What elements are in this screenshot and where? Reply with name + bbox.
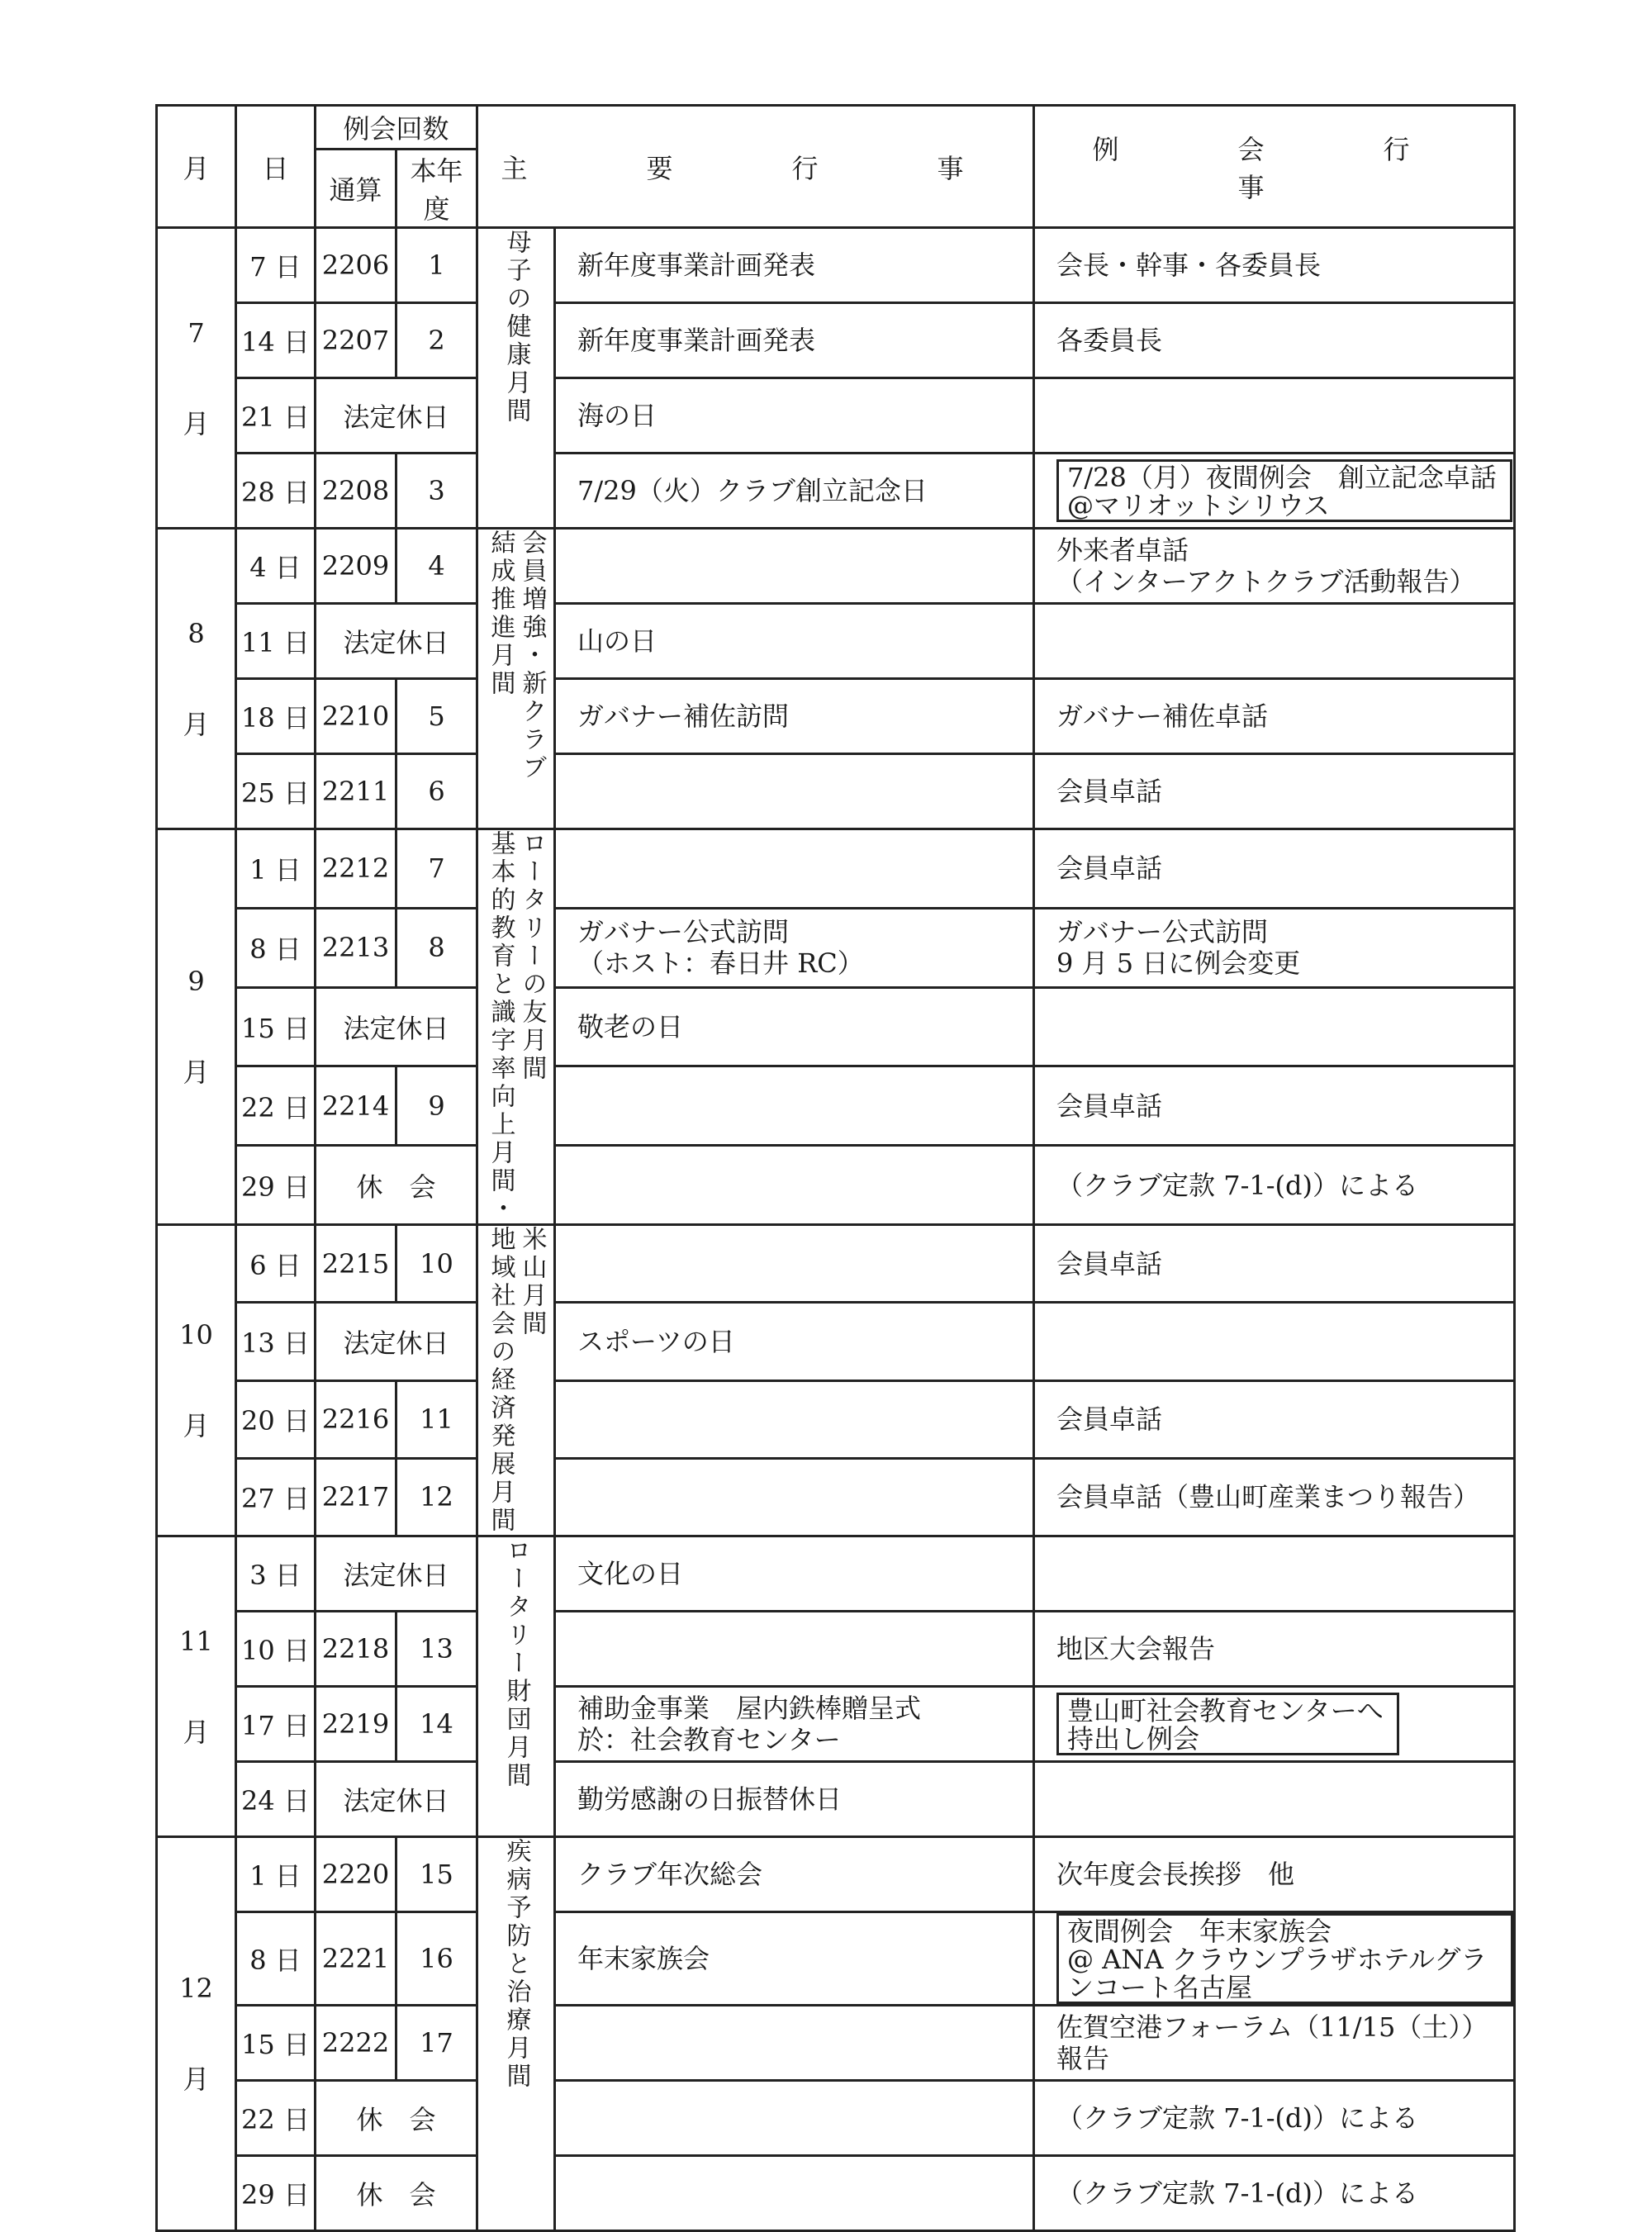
day-cell: 10 日 xyxy=(236,1612,316,1687)
theme-text: ロータリー財団月間 xyxy=(501,1537,531,1790)
table-row xyxy=(157,1912,1515,2006)
month-theme xyxy=(478,1537,553,1835)
event-line: 補助金事業 屋内鉄棒贈呈式 xyxy=(577,1693,922,1724)
meeting-event-cell xyxy=(1034,679,1515,754)
day-cell: 15 日 xyxy=(236,2006,316,2081)
event-line: 勤労感謝の日振替休日 xyxy=(577,1783,843,1815)
meeting-event-cell xyxy=(1034,987,1515,1066)
day-cell: 8 日 xyxy=(236,1912,316,2006)
month-theme-cell xyxy=(477,1837,555,2231)
table-row xyxy=(157,604,1515,679)
this-year-count: 4 xyxy=(396,529,477,604)
day-cell: 4 日 xyxy=(236,529,316,604)
month-label: 月 xyxy=(183,1410,210,1441)
cumulative-count: 2218 xyxy=(316,1612,396,1687)
header-month: 月 xyxy=(157,106,236,228)
event-line: クラブ年次総会 xyxy=(577,1859,763,1890)
boxed-note xyxy=(1056,1913,1513,2004)
day-cell: 22 日 xyxy=(236,1066,316,1146)
main-event-cell xyxy=(555,1687,1034,1762)
meeting-event-cell xyxy=(1034,1458,1515,1536)
meeting-event-cell xyxy=(1034,378,1515,454)
day-cell: 20 日 xyxy=(236,1380,316,1458)
meeting-event-cell xyxy=(1034,1066,1515,1146)
event-line: 会員卓話 xyxy=(1056,776,1163,807)
event-line: 外来者卓話 xyxy=(1056,534,1189,566)
day-cell: 13 日 xyxy=(236,1303,316,1380)
table-row xyxy=(157,1612,1515,1687)
theme-text: 会員増強・新クラブ xyxy=(517,530,547,782)
day-cell: 14 日 xyxy=(236,303,316,378)
holiday-cell: 休 会 xyxy=(316,2156,477,2231)
table-row xyxy=(157,2081,1515,2156)
day-cell: 21 日 xyxy=(236,378,316,454)
cumulative-count: 2207 xyxy=(316,303,396,378)
day-cell: 6 日 xyxy=(236,1225,316,1303)
meeting-event-cell xyxy=(1034,604,1515,679)
this-year-count: 7 xyxy=(396,829,477,909)
month-number: 8 xyxy=(188,617,205,649)
event-line: 豊山町社会教育センターへ xyxy=(1067,1695,1384,1726)
theme-text: 地域社会の経済発展月間 xyxy=(486,1226,515,1535)
meeting-event-cell xyxy=(1034,1536,1515,1612)
month-theme xyxy=(478,229,553,527)
theme-text: 疾病予防と治療月間 xyxy=(501,1838,531,2091)
main-event-cell xyxy=(555,2081,1034,2156)
event-line: 文化の日 xyxy=(577,1558,684,1589)
main-event-cell xyxy=(555,1762,1034,1837)
event-line: 会員卓話 xyxy=(1056,1403,1163,1436)
meeting-event-cell xyxy=(1034,529,1515,604)
main-event-cell xyxy=(555,1066,1034,1146)
day-cell: 22 日 xyxy=(236,2081,316,2156)
cumulative-count: 2222 xyxy=(316,2006,396,2081)
main-event-cell xyxy=(555,1612,1034,1687)
table-row xyxy=(157,987,1515,1066)
table-row xyxy=(157,378,1515,454)
main-event-cell xyxy=(555,2156,1034,2231)
cumulative-count: 2215 xyxy=(316,1225,396,1303)
main-event-cell xyxy=(555,1146,1034,1225)
event-line: 新年度事業計画発表 xyxy=(577,249,816,281)
table-row xyxy=(157,1458,1515,1536)
holiday-cell: 休 会 xyxy=(316,1146,477,1225)
event-line: 海の日 xyxy=(577,400,657,431)
table-row xyxy=(157,908,1515,987)
day-cell: 15 日 xyxy=(236,987,316,1066)
main-event-cell xyxy=(555,1380,1034,1458)
this-year-count: 1 xyxy=(396,228,477,303)
event-line: 7/29（火）クラブ創立記念日 xyxy=(577,475,928,506)
cumulative-count: 2209 xyxy=(316,529,396,604)
meeting-event-cell xyxy=(1034,2156,1515,2231)
event-line: 会員卓話 xyxy=(1056,852,1163,885)
table-row xyxy=(157,754,1515,829)
day-cell: 11 日 xyxy=(236,604,316,679)
meeting-event-cell xyxy=(1034,908,1515,987)
month-number: 9 xyxy=(188,966,205,997)
meeting-event-cell xyxy=(1034,1837,1515,1912)
month-cell xyxy=(157,1225,236,1536)
cumulative-count: 2212 xyxy=(316,829,396,909)
month-theme-cell xyxy=(477,228,555,529)
event-line: 敬老の日 xyxy=(577,1010,684,1042)
meeting-event-cell xyxy=(1034,1687,1515,1762)
meeting-event-cell xyxy=(1034,1225,1515,1303)
day-cell: 27 日 xyxy=(236,1458,316,1536)
table-row xyxy=(157,1225,1515,1303)
this-year-count: 2 xyxy=(396,303,477,378)
table-row xyxy=(157,1762,1515,1837)
event-line: 9 月 5 日に例会変更 xyxy=(1056,947,1301,980)
month-theme xyxy=(478,1226,553,1535)
month-number: 10 xyxy=(179,1319,213,1351)
day-cell: 29 日 xyxy=(236,1146,316,1225)
table-row xyxy=(157,2006,1515,2081)
header-meeting-events: 例 会 行 事 xyxy=(1034,106,1515,228)
event-line: 夜間例会 年末家族会 xyxy=(1067,1916,1332,1947)
table-row xyxy=(157,829,1515,909)
boxed-note xyxy=(1056,1693,1399,1755)
event-line: （クラブ定款 7-1-(d)）による xyxy=(1056,2102,1419,2134)
month-number: 12 xyxy=(179,1973,213,2004)
meeting-event-cell xyxy=(1034,303,1515,378)
main-event-cell xyxy=(555,1458,1034,1536)
meeting-event-cell xyxy=(1034,1380,1515,1458)
month-theme-cell xyxy=(477,529,555,829)
month-theme xyxy=(478,1838,553,2230)
event-line: 新年度事業計画発表 xyxy=(577,325,816,356)
meeting-event-cell xyxy=(1034,2006,1515,2081)
table-row xyxy=(157,1536,1515,1612)
main-event-cell xyxy=(555,829,1034,909)
cumulative-count: 2220 xyxy=(316,1837,396,1912)
event-line: 於：社会教育センター xyxy=(577,1724,841,1755)
month-number: 7 xyxy=(188,316,205,349)
main-event-cell xyxy=(555,1225,1034,1303)
meeting-event-cell xyxy=(1034,454,1515,529)
main-event-cell xyxy=(555,454,1034,529)
main-event-cell xyxy=(555,604,1034,679)
cumulative-count: 2216 xyxy=(316,1380,396,1458)
event-line: @マリオットシリウス xyxy=(1067,490,1330,521)
meeting-event-cell xyxy=(1034,1612,1515,1687)
theme-text: 母子の健康月間 xyxy=(501,229,531,425)
meeting-event-cell xyxy=(1034,2081,1515,2156)
header-this-year: 本年度 xyxy=(396,150,477,228)
main-event-cell xyxy=(555,1536,1034,1612)
event-line: 次年度会長挨拶 他 xyxy=(1056,1859,1295,1890)
this-year-count: 12 xyxy=(396,1458,477,1536)
cumulative-count: 2219 xyxy=(316,1687,396,1762)
event-line: （クラブ定款 7-1-(d)）による xyxy=(1056,2177,1419,2209)
month-cell xyxy=(157,829,236,1225)
month-theme xyxy=(478,530,553,828)
month-label: 月 xyxy=(183,1716,210,1748)
event-line: @ ANA クラウンプラザホテルグランコート名古屋 xyxy=(1067,1944,1488,2003)
meeting-event-cell xyxy=(1034,1762,1515,1837)
month-label: 月 xyxy=(183,1057,210,1088)
theme-text: 基本的教育と識字率向上月間・ xyxy=(486,830,515,1223)
event-line: 各委員長 xyxy=(1056,325,1163,356)
this-year-count: 5 xyxy=(396,679,477,754)
cumulative-count: 2217 xyxy=(316,1458,396,1536)
meeting-event-cell xyxy=(1034,1912,1515,2006)
cumulative-count: 2213 xyxy=(316,908,396,987)
this-year-count: 17 xyxy=(396,2006,477,2081)
holiday-cell: 法定休日 xyxy=(316,604,477,679)
month-cell xyxy=(157,1837,236,2231)
header-meeting-count: 例会回数 xyxy=(316,106,477,150)
event-line: スポーツの日 xyxy=(577,1325,735,1357)
table-row xyxy=(157,529,1515,604)
cumulative-count: 2214 xyxy=(316,1066,396,1146)
cumulative-count: 2210 xyxy=(316,679,396,754)
table-row xyxy=(157,228,1515,303)
event-line: （インターアクトクラブ活動報告） xyxy=(1056,566,1476,597)
this-year-count: 13 xyxy=(396,1612,477,1687)
meeting-event-cell xyxy=(1034,228,1515,303)
table-row xyxy=(157,1380,1515,1458)
table-row xyxy=(157,1303,1515,1380)
day-cell: 28 日 xyxy=(236,454,316,529)
event-line: 持出し例会 xyxy=(1067,1723,1200,1755)
event-line: ガバナー公式訪問 xyxy=(577,916,790,948)
this-year-count: 14 xyxy=(396,1687,477,1762)
main-event-cell xyxy=(555,908,1034,987)
event-line: 7/28（月）夜間例会 創立記念卓話 xyxy=(1067,462,1497,493)
day-cell: 3 日 xyxy=(236,1536,316,1612)
event-line: ガバナー補佐訪問 xyxy=(577,700,790,732)
table-row xyxy=(157,303,1515,378)
main-event-cell xyxy=(555,529,1034,604)
this-year-count: 15 xyxy=(396,1837,477,1912)
main-event-cell xyxy=(555,228,1034,303)
main-event-cell xyxy=(555,1303,1034,1380)
main-event-cell xyxy=(555,378,1034,454)
meeting-event-cell xyxy=(1034,829,1515,909)
main-event-cell xyxy=(555,2006,1034,2081)
holiday-cell: 法定休日 xyxy=(316,1762,477,1837)
event-line: 佐賀空港フォーラム（11/15（土））報告 xyxy=(1056,2011,1488,2074)
main-event-cell xyxy=(555,754,1034,829)
event-line: 年末家族会 xyxy=(577,1943,710,1974)
holiday-cell: 法定休日 xyxy=(316,1303,477,1380)
month-cell xyxy=(157,228,236,529)
event-line: ガバナー公式訪問 xyxy=(1056,916,1269,948)
this-year-count: 10 xyxy=(396,1225,477,1303)
month-theme-cell xyxy=(477,1225,555,1536)
theme-text: 米山月間 xyxy=(517,1226,547,1338)
theme-text: ロータリーの友月間 xyxy=(517,830,547,1083)
table-row xyxy=(157,2156,1515,2231)
event-line: （ホスト：春日井 RC） xyxy=(577,947,864,980)
table-row xyxy=(157,1687,1515,1762)
event-line: 会員卓話（豊山町産業まつり報告） xyxy=(1056,1481,1480,1513)
month-label: 月 xyxy=(183,407,210,439)
month-number: 11 xyxy=(179,1625,213,1657)
month-theme-cell xyxy=(477,829,555,1225)
day-cell: 7 日 xyxy=(236,228,316,303)
table-row xyxy=(157,1146,1515,1225)
month-cell xyxy=(157,1536,236,1837)
day-cell: 25 日 xyxy=(236,754,316,829)
annual-schedule-table xyxy=(155,104,1529,2232)
main-event-cell xyxy=(555,987,1034,1066)
table-row xyxy=(157,679,1515,754)
day-cell: 8 日 xyxy=(236,908,316,987)
day-cell: 18 日 xyxy=(236,679,316,754)
day-cell: 29 日 xyxy=(236,2156,316,2231)
month-theme-cell xyxy=(477,1536,555,1837)
day-cell: 1 日 xyxy=(236,829,316,909)
meeting-event-cell xyxy=(1034,754,1515,829)
month-theme xyxy=(478,830,553,1223)
this-year-count: 8 xyxy=(396,908,477,987)
main-event-cell xyxy=(555,1912,1034,2006)
cumulative-count: 2211 xyxy=(316,754,396,829)
this-year-count: 16 xyxy=(396,1912,477,2006)
this-year-count: 9 xyxy=(396,1066,477,1146)
cumulative-count: 2206 xyxy=(316,228,396,303)
table-row xyxy=(157,1066,1515,1146)
main-event-cell xyxy=(555,1837,1034,1912)
header-cumulative: 通算 xyxy=(316,150,396,228)
month-label: 月 xyxy=(183,708,210,740)
meeting-event-cell xyxy=(1034,1146,1515,1225)
day-cell: 17 日 xyxy=(236,1687,316,1762)
this-year-count: 3 xyxy=(396,454,477,529)
table-row xyxy=(157,1837,1515,1912)
header-main-events: 主 要 行 事 xyxy=(477,106,1034,228)
event-line: 会員卓話 xyxy=(1056,1090,1163,1122)
event-line: 会員卓話 xyxy=(1056,1247,1163,1280)
meeting-event-cell xyxy=(1034,1303,1515,1380)
month-cell xyxy=(157,529,236,829)
day-cell: 24 日 xyxy=(236,1762,316,1837)
cumulative-count: 2208 xyxy=(316,454,396,529)
this-year-count: 11 xyxy=(396,1380,477,1458)
theme-text: 結成推進月間 xyxy=(486,530,515,698)
holiday-cell: 法定休日 xyxy=(316,987,477,1066)
main-event-cell xyxy=(555,303,1034,378)
month-label: 月 xyxy=(183,2063,210,2095)
day-cell: 1 日 xyxy=(236,1837,316,1912)
header-day: 日 xyxy=(236,106,316,228)
this-year-count: 6 xyxy=(396,754,477,829)
event-line: 会長・幹事・各委員長 xyxy=(1056,249,1322,281)
holiday-cell: 法定休日 xyxy=(316,1536,477,1612)
event-line: ガバナー補佐卓話 xyxy=(1056,700,1269,732)
cumulative-count: 2221 xyxy=(316,1912,396,2006)
holiday-cell: 休 会 xyxy=(316,2081,477,2156)
header-row xyxy=(157,106,1515,150)
main-event-cell xyxy=(555,679,1034,754)
event-line: 地区大会報告 xyxy=(1056,1633,1216,1665)
holiday-cell: 法定休日 xyxy=(316,378,477,454)
table-row xyxy=(157,454,1515,529)
event-line: （クラブ定款 7-1-(d)）による xyxy=(1056,1169,1419,1201)
event-line: 山の日 xyxy=(577,625,657,657)
boxed-note xyxy=(1056,459,1512,522)
